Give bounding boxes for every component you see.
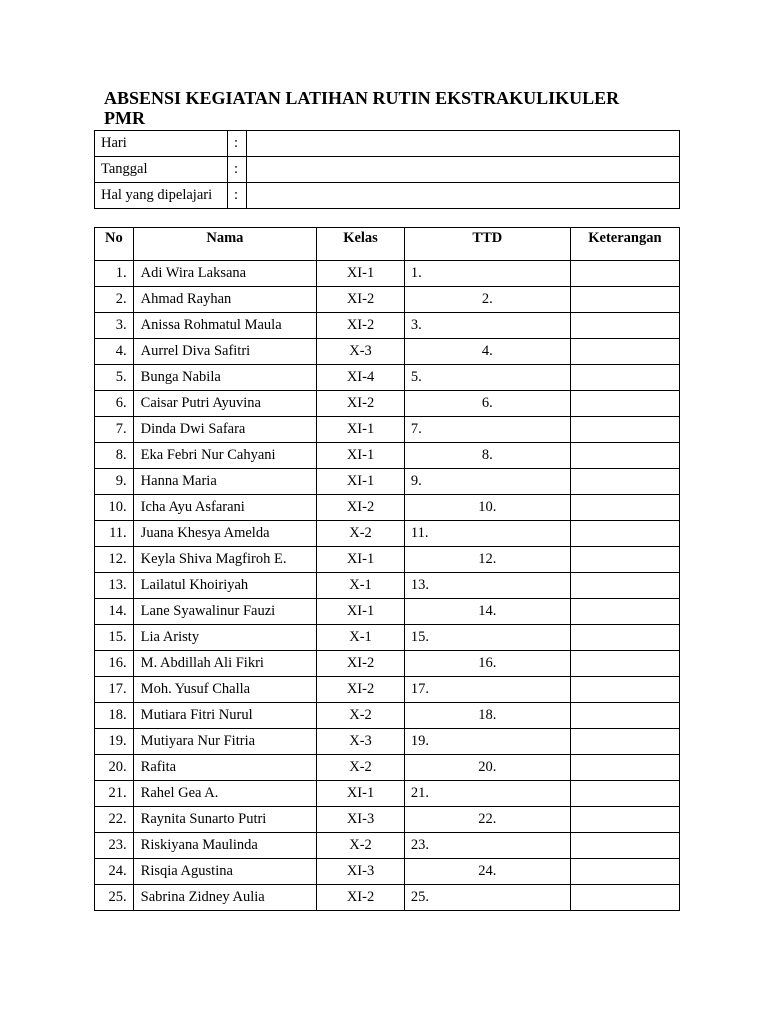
cell-no: 8.	[95, 443, 134, 469]
cell-kelas: X-3	[317, 339, 405, 365]
cell-ttd[interactable]: 25.	[404, 885, 570, 911]
cell-no: 16.	[95, 651, 134, 677]
cell-ttd[interactable]: 23.	[404, 833, 570, 859]
cell-keterangan[interactable]	[570, 703, 679, 729]
cell-no: 23.	[95, 833, 134, 859]
cell-ttd[interactable]: 11.	[404, 521, 570, 547]
table-row	[95, 651, 680, 677]
cell-kelas: XI-1	[317, 417, 405, 443]
cell-ttd[interactable]: 3.	[404, 313, 570, 339]
cell-kelas: XI-3	[317, 859, 405, 885]
cell-keterangan[interactable]	[570, 495, 679, 521]
info-value-field[interactable]	[247, 183, 680, 209]
cell-ttd[interactable]: 17.	[404, 677, 570, 703]
info-row	[95, 157, 680, 183]
cell-nama: Mutiara Fitri Nurul	[133, 703, 316, 729]
cell-nama: Lailatul Khoiriyah	[133, 573, 316, 599]
cell-keterangan[interactable]	[570, 729, 679, 755]
cell-keterangan[interactable]	[570, 807, 679, 833]
attendance-table	[94, 227, 680, 911]
cell-ttd[interactable]: 8.	[404, 443, 570, 469]
cell-nama: Icha Ayu Asfarani	[133, 495, 316, 521]
table-row	[95, 573, 680, 599]
header-nama: Nama	[133, 228, 316, 261]
cell-ttd[interactable]: 7.	[404, 417, 570, 443]
table-row	[95, 339, 680, 365]
cell-ttd[interactable]: 5.	[404, 365, 570, 391]
table-row	[95, 781, 680, 807]
cell-no: 18.	[95, 703, 134, 729]
cell-nama: Lane Syawalinur Fauzi	[133, 599, 316, 625]
cell-nama: Adi Wira Laksana	[133, 261, 316, 287]
cell-nama: Anissa Rohmatul Maula	[133, 313, 316, 339]
cell-kelas: XI-1	[317, 261, 405, 287]
cell-kelas: XI-2	[317, 651, 405, 677]
info-row	[95, 183, 680, 209]
table-row	[95, 391, 680, 417]
cell-kelas: XI-2	[317, 313, 405, 339]
cell-keterangan[interactable]	[570, 625, 679, 651]
cell-ttd[interactable]: 6.	[404, 391, 570, 417]
cell-keterangan[interactable]	[570, 417, 679, 443]
cell-keterangan[interactable]	[570, 287, 679, 313]
header-keterangan: Keterangan	[570, 228, 679, 261]
info-label: Hari	[95, 131, 228, 157]
cell-ttd[interactable]: 12.	[404, 547, 570, 573]
cell-kelas: X-2	[317, 521, 405, 547]
cell-kelas: XI-1	[317, 547, 405, 573]
header-ttd: TTD	[404, 228, 570, 261]
cell-keterangan[interactable]	[570, 885, 679, 911]
cell-ttd[interactable]: 16.	[404, 651, 570, 677]
table-row	[95, 755, 680, 781]
cell-nama: Dinda Dwi Safara	[133, 417, 316, 443]
cell-kelas: X-2	[317, 833, 405, 859]
table-row	[95, 807, 680, 833]
cell-kelas: XI-1	[317, 781, 405, 807]
table-row	[95, 703, 680, 729]
table-row	[95, 287, 680, 313]
info-label: Tanggal	[95, 157, 228, 183]
table-row	[95, 885, 680, 911]
cell-no: 6.	[95, 391, 134, 417]
cell-ttd[interactable]: 15.	[404, 625, 570, 651]
info-label: Hal yang dipelajari	[95, 183, 228, 209]
cell-no: 17.	[95, 677, 134, 703]
cell-ttd[interactable]: 2.	[404, 287, 570, 313]
cell-kelas: X-2	[317, 755, 405, 781]
cell-ttd[interactable]: 13.	[404, 573, 570, 599]
table-row	[95, 495, 680, 521]
table-row	[95, 729, 680, 755]
cell-no: 5.	[95, 365, 134, 391]
cell-keterangan[interactable]	[570, 781, 679, 807]
table-row	[95, 521, 680, 547]
cell-no: 14.	[95, 599, 134, 625]
cell-nama: Juana Khesya Amelda	[133, 521, 316, 547]
table-row	[95, 417, 680, 443]
table-row	[95, 859, 680, 885]
cell-ttd[interactable]: 22.	[404, 807, 570, 833]
cell-ttd[interactable]: 24.	[404, 859, 570, 885]
table-row	[95, 469, 680, 495]
cell-no: 10.	[95, 495, 134, 521]
cell-keterangan[interactable]	[570, 547, 679, 573]
header-no: No	[95, 228, 134, 261]
cell-nama: Keyla Shiva Magfiroh E.	[133, 547, 316, 573]
info-table	[94, 130, 680, 209]
info-value-field[interactable]	[247, 157, 680, 183]
cell-nama: Mutiyara Nur Fitria	[133, 729, 316, 755]
header-row	[95, 228, 680, 261]
cell-no: 15.	[95, 625, 134, 651]
cell-nama: Rafita	[133, 755, 316, 781]
info-colon: :	[228, 131, 247, 157]
cell-keterangan[interactable]	[570, 859, 679, 885]
cell-nama: Rahel Gea A.	[133, 781, 316, 807]
cell-kelas: XI-2	[317, 495, 405, 521]
cell-keterangan[interactable]	[570, 391, 679, 417]
cell-kelas: XI-1	[317, 599, 405, 625]
cell-nama: Eka Febri Nur Cahyani	[133, 443, 316, 469]
table-row	[95, 261, 680, 287]
table-row	[95, 625, 680, 651]
document-title: ABSENSI KEGIATAN LATIHAN RUTIN EKSTRAKULIKULER PMR	[104, 88, 620, 128]
cell-no: 13.	[95, 573, 134, 599]
cell-kelas: XI-2	[317, 391, 405, 417]
table-row	[95, 443, 680, 469]
cell-no: 22.	[95, 807, 134, 833]
cell-no: 19.	[95, 729, 134, 755]
table-row	[95, 313, 680, 339]
cell-keterangan[interactable]	[570, 833, 679, 859]
cell-ttd[interactable]: 4.	[404, 339, 570, 365]
cell-no: 7.	[95, 417, 134, 443]
cell-nama: Caisar Putri Ayuvina	[133, 391, 316, 417]
info-colon: :	[228, 157, 247, 183]
cell-kelas: XI-2	[317, 677, 405, 703]
cell-no: 9.	[95, 469, 134, 495]
cell-keterangan[interactable]	[570, 651, 679, 677]
cell-no: 21.	[95, 781, 134, 807]
info-row	[95, 131, 680, 157]
cell-nama: Lia Aristy	[133, 625, 316, 651]
cell-keterangan[interactable]	[570, 443, 679, 469]
cell-kelas: XI-2	[317, 885, 405, 911]
cell-no: 3.	[95, 313, 134, 339]
cell-nama: Hanna Maria	[133, 469, 316, 495]
cell-keterangan[interactable]	[570, 365, 679, 391]
cell-keterangan[interactable]	[570, 599, 679, 625]
cell-no: 2.	[95, 287, 134, 313]
cell-no: 24.	[95, 859, 134, 885]
cell-nama: Aurrel Diva Safitri	[133, 339, 316, 365]
cell-no: 4.	[95, 339, 134, 365]
cell-no: 25.	[95, 885, 134, 911]
cell-kelas: X-1	[317, 625, 405, 651]
header-kelas: Kelas	[317, 228, 405, 261]
cell-kelas: X-3	[317, 729, 405, 755]
table-row	[95, 365, 680, 391]
cell-kelas: XI-3	[317, 807, 405, 833]
cell-keterangan[interactable]	[570, 677, 679, 703]
cell-keterangan[interactable]	[570, 469, 679, 495]
table-row	[95, 833, 680, 859]
cell-ttd[interactable]: 21.	[404, 781, 570, 807]
cell-keterangan[interactable]	[570, 339, 679, 365]
cell-nama: Bunga Nabila	[133, 365, 316, 391]
cell-ttd[interactable]: 1.	[404, 261, 570, 287]
cell-kelas: X-2	[317, 703, 405, 729]
cell-nama: M. Abdillah Ali Fikri	[133, 651, 316, 677]
cell-ttd[interactable]: 10.	[404, 495, 570, 521]
table-row	[95, 599, 680, 625]
cell-ttd[interactable]: 14.	[404, 599, 570, 625]
cell-keterangan[interactable]	[570, 573, 679, 599]
info-value-field[interactable]	[247, 131, 680, 157]
cell-ttd[interactable]: 19.	[404, 729, 570, 755]
cell-keterangan[interactable]	[570, 755, 679, 781]
cell-ttd[interactable]: 9.	[404, 469, 570, 495]
cell-keterangan[interactable]	[570, 261, 679, 287]
table-row	[95, 677, 680, 703]
cell-ttd[interactable]: 18.	[404, 703, 570, 729]
info-colon: :	[228, 183, 247, 209]
table-row	[95, 547, 680, 573]
cell-no: 12.	[95, 547, 134, 573]
cell-kelas: XI-4	[317, 365, 405, 391]
cell-keterangan[interactable]	[570, 521, 679, 547]
cell-no: 1.	[95, 261, 134, 287]
cell-nama: Raynita Sunarto Putri	[133, 807, 316, 833]
cell-no: 11.	[95, 521, 134, 547]
cell-keterangan[interactable]	[570, 313, 679, 339]
cell-kelas: XI-1	[317, 443, 405, 469]
cell-nama: Ahmad Rayhan	[133, 287, 316, 313]
cell-no: 20.	[95, 755, 134, 781]
cell-ttd[interactable]: 20.	[404, 755, 570, 781]
cell-nama: Sabrina Zidney Aulia	[133, 885, 316, 911]
cell-kelas: X-1	[317, 573, 405, 599]
cell-nama: Moh. Yusuf Challa	[133, 677, 316, 703]
cell-nama: Riskiyana Maulinda	[133, 833, 316, 859]
cell-nama: Risqia Agustina	[133, 859, 316, 885]
cell-kelas: XI-2	[317, 287, 405, 313]
cell-kelas: XI-1	[317, 469, 405, 495]
